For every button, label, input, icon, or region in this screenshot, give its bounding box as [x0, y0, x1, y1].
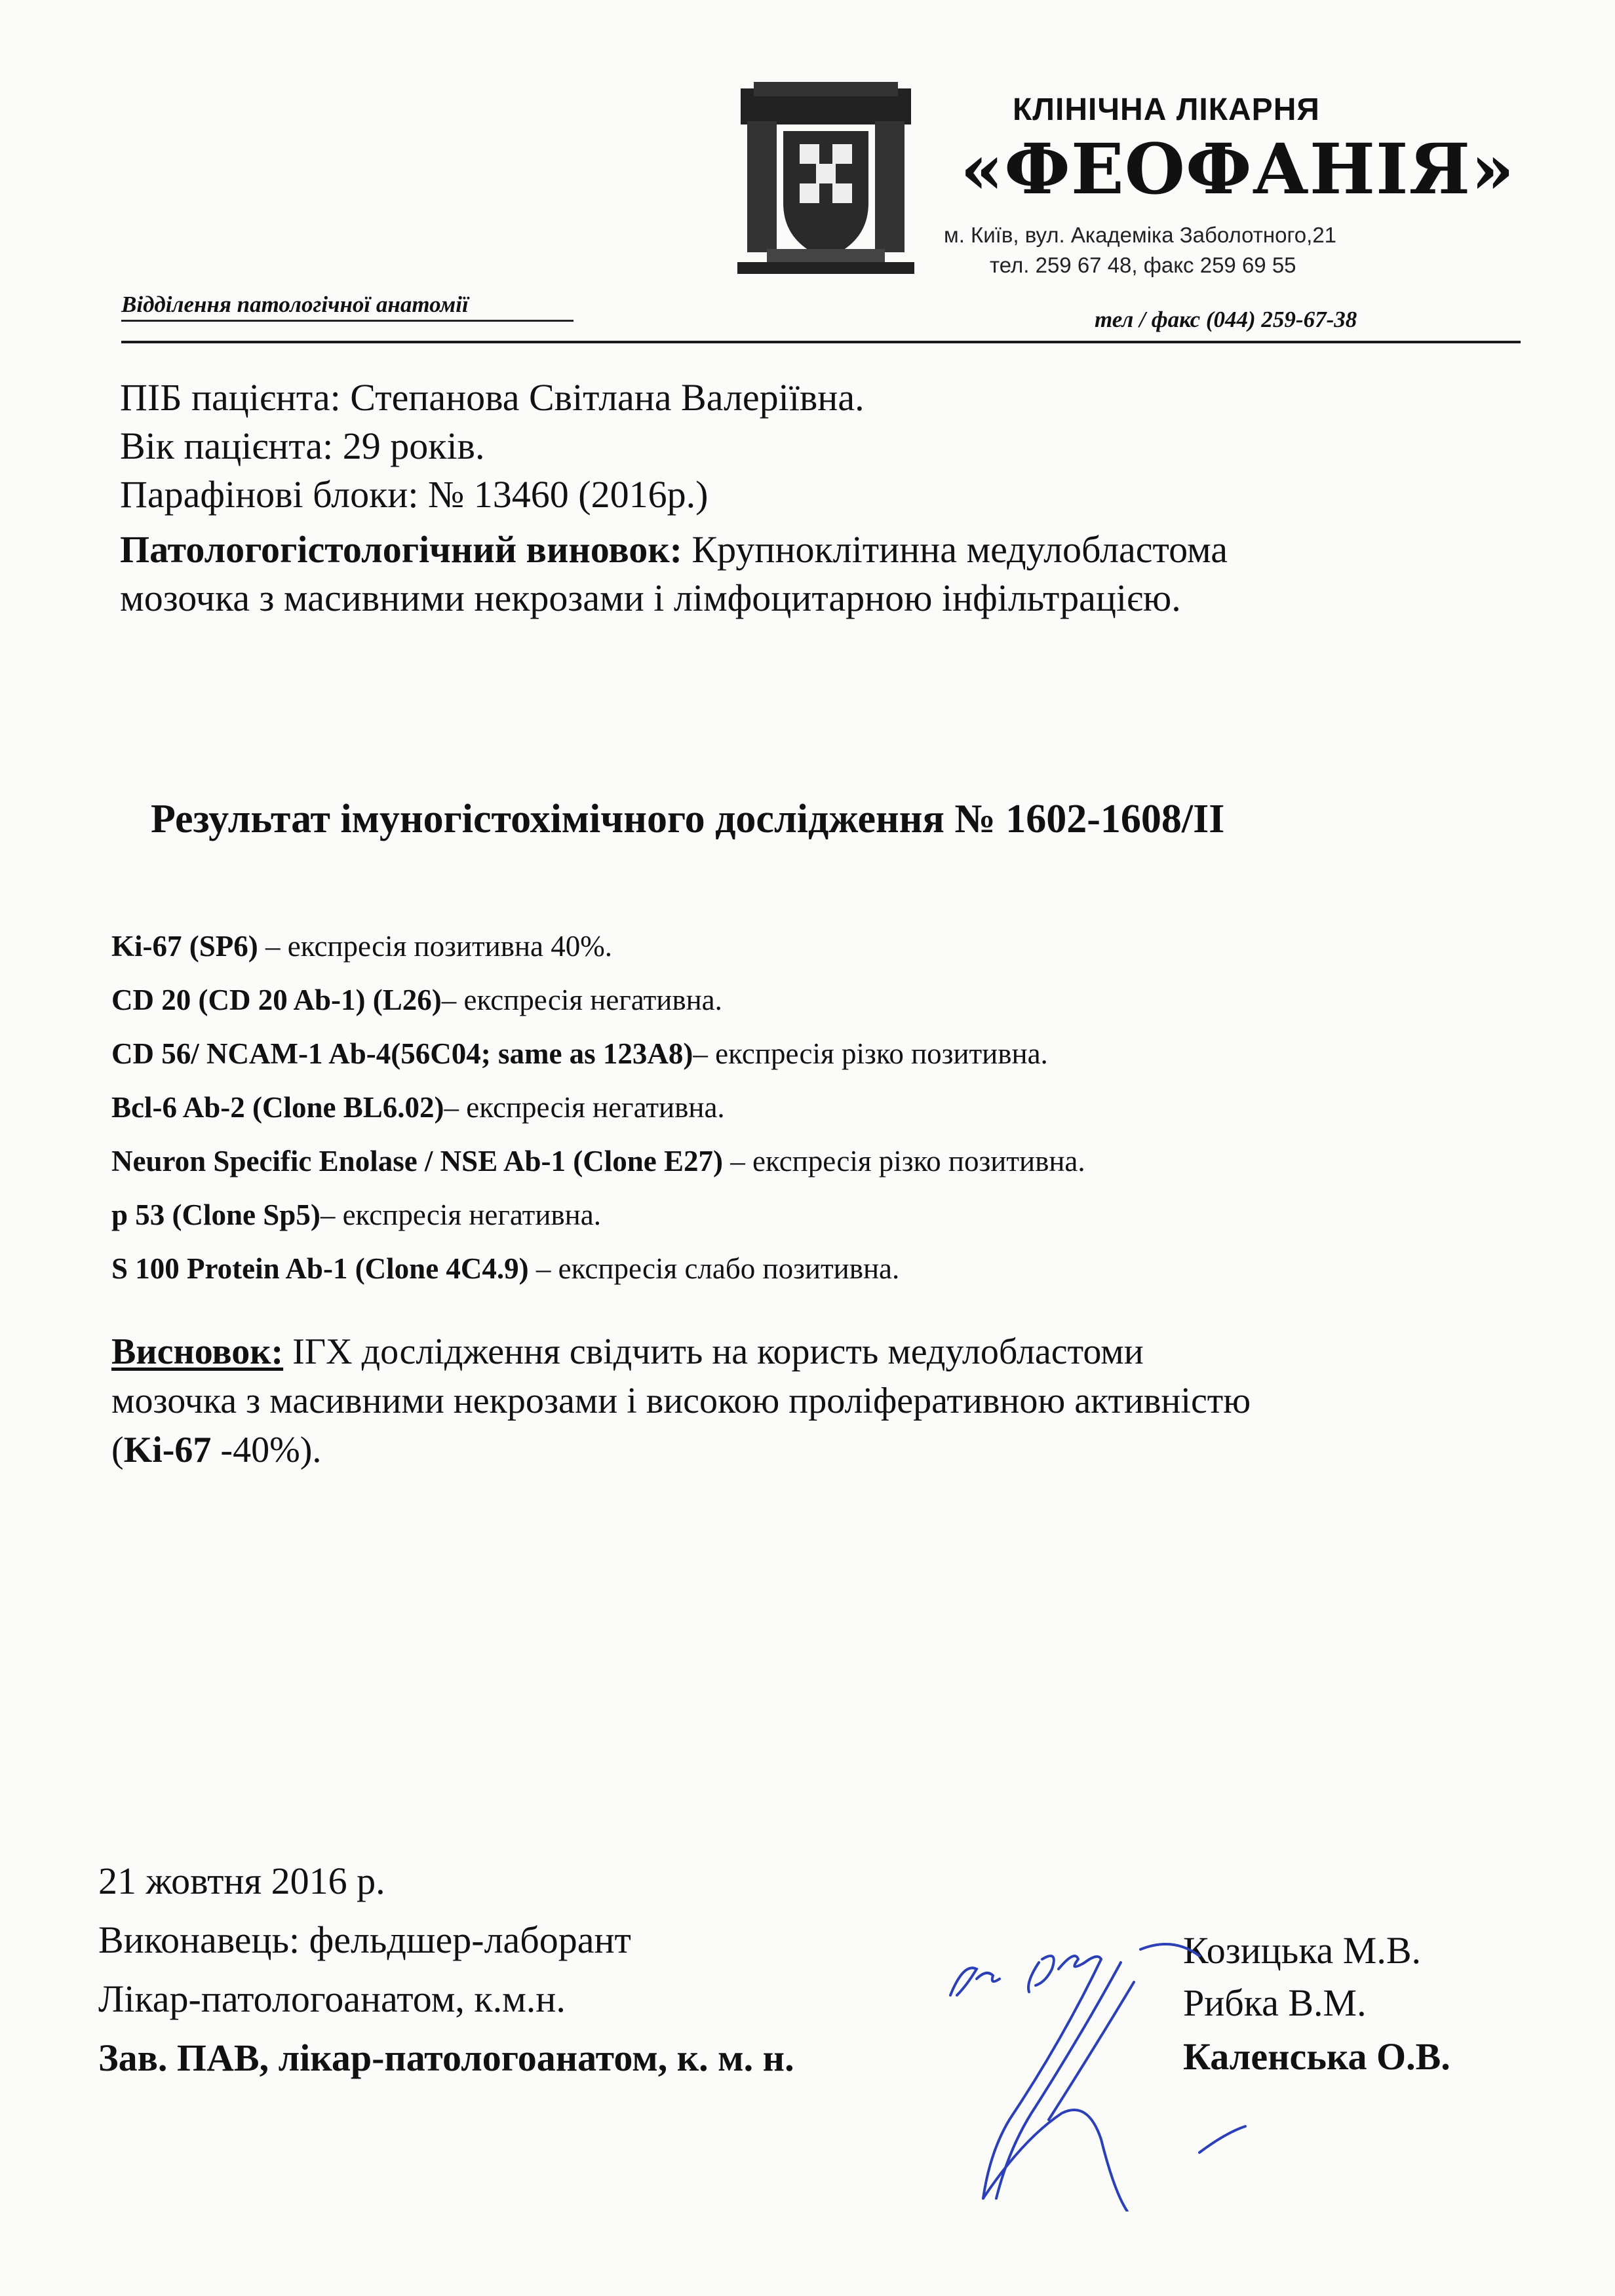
histology-conclusion-label: Патологогістологічний виновок:	[120, 528, 692, 571]
conclusion-line1	[111, 1333, 1144, 1370]
patient-age-line	[120, 427, 484, 465]
conclusion-line3	[111, 1432, 321, 1468]
performer-name: Козицька М.В.	[1183, 1929, 1422, 1972]
paraffin-blocks-line	[120, 473, 709, 516]
marker-row	[111, 1144, 1085, 1178]
conclusion-ki67: Ki-67	[123, 1430, 212, 1470]
head-name: Каленська О.В.	[1183, 2035, 1450, 2078]
paraffin-blocks-value: № 13460 (2016р.)	[427, 473, 709, 516]
marker-row	[111, 1037, 1048, 1071]
conclusion-paren-open: (	[111, 1430, 124, 1470]
patient-age-label: Вік пацієнта:	[120, 425, 343, 467]
department-name: Відділення патологічної анатомії	[121, 292, 469, 317]
marker-row	[111, 1090, 725, 1124]
histology-conclusion-line1	[120, 528, 1228, 571]
department-phone: тел / факс (044) 259-67-38	[1095, 307, 1357, 332]
department-underline	[121, 320, 574, 322]
marker-result: – експресія негативна.	[320, 1198, 601, 1231]
doctor-name: Рибка В.М.	[1183, 1981, 1367, 2024]
marker-result: – експресія різко позитивна.	[693, 1037, 1048, 1070]
marker-result: – експресія позитивна 40%.	[258, 930, 612, 963]
marker-row	[111, 1198, 601, 1232]
performer-role: Виконавець: фельдшер-лаборант	[98, 1919, 631, 1961]
clinic-crest-logo	[728, 82, 924, 278]
marker-name: Bcl-6 Ab-2 (Clone BL6.02)	[111, 1091, 444, 1124]
patient-name-line	[120, 376, 865, 419]
conclusion-label: Висновок:	[111, 1331, 284, 1372]
conclusion-line2: мозочка з масивними некрозами і високою проліферативною активністю	[111, 1381, 1251, 1421]
conclusion-ki67-value: -40%).	[211, 1430, 322, 1470]
marker-name: S 100 Protein Ab-1 (Clone 4C4.9)	[111, 1252, 529, 1285]
handwritten-signature	[937, 1923, 1291, 2211]
marker-row	[111, 1252, 899, 1286]
report-date: 21 жовтня 2016 р.	[98, 1860, 385, 1902]
marker-name: Ki-67 (SP6)	[111, 930, 258, 963]
clinic-phones: тел. 259 67 48, факс 259 69 55	[990, 253, 1296, 277]
header-divider	[121, 341, 1521, 343]
doctor-role: Лікар-патологоанатом, к.м.н.	[98, 1978, 566, 2020]
head-role: Зав. ПАВ, лікар-патологоанатом, к. м. н.	[98, 2037, 794, 2079]
marker-name: CD 56/ NCAM-1 Ab-4(56C04; same as 123A8)	[111, 1037, 693, 1070]
paraffin-blocks-label: Парафінові блоки:	[120, 473, 428, 516]
histology-conclusion-line2: мозочка з масивними некрозами і лімфоцитарною інфільтрацією.	[120, 577, 1181, 619]
marker-name: p 53 (Clone Sp5)	[111, 1198, 321, 1231]
clinic-address: м. Київ, вул. Академіка Заболотного,21	[944, 223, 1337, 247]
conclusion-text1: ІГХ дослідження свідчить на користь медулобластоми	[283, 1331, 1144, 1372]
marker-result: – експресія негативна.	[441, 984, 722, 1016]
result-title: Результат імуногістохімічного дослідження № 1602-1608/II	[151, 797, 1225, 841]
histology-conclusion-text1: Крупноклітинна медулобластома	[691, 528, 1228, 571]
marker-name: Neuron Specific Enolase / NSE Ab-1 (Clone E27)	[111, 1145, 723, 1177]
marker-result: – експресія різко позитивна.	[722, 1145, 1085, 1177]
patient-age-value: 29 років.	[342, 425, 485, 467]
patient-name-label: ПІБ пацієнта:	[120, 376, 351, 419]
marker-row	[111, 929, 612, 963]
marker-name: CD 20 (CD 20 Ab-1) (L26)	[111, 984, 442, 1016]
marker-row	[111, 983, 722, 1017]
marker-result: – експресія слабо позитивна.	[528, 1252, 900, 1285]
patient-name-value: Степанова Світлана Валеріївна.	[350, 376, 865, 419]
clinic-title: «ФЕОФАНІЯ»	[960, 128, 1515, 210]
clinic-name: КЛІНІЧНА ЛІКАРНЯ	[1013, 92, 1320, 127]
marker-result: – експресія негативна.	[444, 1091, 725, 1124]
